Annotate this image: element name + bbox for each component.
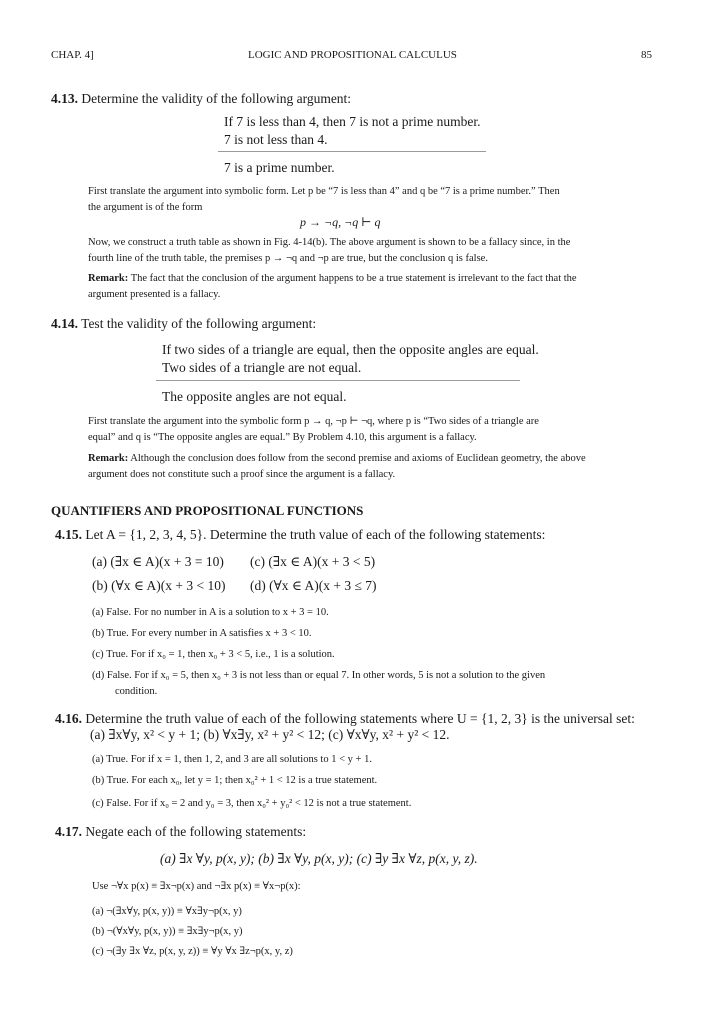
answer-c: (c) False. For if x₀ = 2 and y₀ = 3, then x₀² + y₀² < 12 is not a true statement. (92, 798, 412, 809)
problem-prompt: Determine the truth value of each of the following statements where U = {1, 2, 3} is the universal set: (85, 711, 635, 726)
symbolic-form: p → ¬q, ¬q ⊢ q (300, 215, 381, 229)
argument-divider (218, 151, 486, 152)
premise-1: If two sides of a triangle are equal, then the opposite angles are equal. (162, 342, 539, 357)
remark-text: The fact that the conclusion of the argument happens to be a true statement is irrelevant to the fact that the (130, 273, 577, 284)
answer-a: (a) ¬(∃x∀y, p(x, y)) ≡ ∀x∃y¬p(x, y) (92, 906, 242, 917)
section-title: QUANTIFIERS AND PROPOSITIONAL FUNCTIONS (51, 503, 364, 518)
statement-a: (a) (∃x ∈ A)(x + 3 = 10) (92, 554, 224, 569)
solution-line: equal” and q is “The opposite angles are equal.” By Problem 4.10, this argument is a fallacy. (88, 432, 477, 443)
problem-statements: (a) ∃x∀y, x² < y + 1; (b) ∀x∃y, x² + y² < 12; (c) ∀x∀y, x² + y² < 12. (90, 727, 450, 742)
statement-b: (b) (∀x ∈ A)(x + 3 < 10) (92, 578, 226, 593)
problem-4-16 (55, 711, 635, 727)
remark-text: argument does not constitute such a proof since the argument is a fallacy. (88, 469, 396, 480)
remark-label: Remark: (88, 453, 129, 464)
problem-prompt: Determine the validity of the following argument: (81, 91, 352, 106)
remark (88, 271, 577, 287)
statement-c: (c) (∃x ∈ A)(x + 3 < 5) (250, 554, 376, 569)
page-number: 85 (641, 49, 652, 61)
remark-text: Although the conclusion does follow from the second premise and axioms of Euclidean geometry, the above (130, 453, 586, 464)
problem-4-14 (51, 316, 316, 332)
answer-b: (b) True. For each x₀, let y = 1; then x₀² + 1 < 12 is a true statement. (92, 775, 378, 786)
argument-divider (156, 380, 520, 381)
remark-label: Remark: (88, 273, 129, 284)
problem-statements: (a) ∃x ∀y, p(x, y); (b) ∃x ∀y, p(x, y); (c) ∃y ∃x ∀z, p(x, y, z). (160, 851, 478, 866)
running-title: LOGIC AND PROPOSITIONAL CALCULUS (248, 49, 457, 61)
problem-prompt: Test the validity of the following argument: (81, 316, 317, 331)
problem-4-15 (55, 527, 545, 543)
answer-d: (d) False. For if x₀ = 5, then x₀ + 3 is not less than or equal 7. In other words, 5 is not a solution to the given (92, 670, 546, 681)
problem-number: 4.14. (51, 316, 78, 331)
remark (88, 451, 586, 467)
solution-line: the argument is of the form (88, 202, 203, 213)
premise-2: Two sides of a triangle are not equal. (162, 360, 362, 375)
answer-b: (b) ¬(∀x∀y, p(x, y)) ≡ ∃x∃y¬p(x, y) (92, 926, 243, 937)
answer-d-cont: condition. (115, 686, 158, 697)
answer-a: (a) True. For if x = 1, then 1, 2, and 3 are all solutions to 1 < y + 1. (92, 754, 372, 765)
chapter-label: CHAP. 4] (51, 49, 94, 61)
problem-prompt: Negate each of the following statements: (85, 824, 307, 839)
problem-4-17 (55, 824, 306, 840)
answer-b: (b) True. For every number in A satisfies x + 3 < 10. (92, 628, 312, 639)
solution-line: First translate the argument into symbolic form. Let p be “7 is less than 4” and q be “7 is a prime number.” Then (88, 186, 560, 197)
solution-line: fourth line of the truth table, the premises p → ¬q and ¬p are true, but the conclusion q is false. (88, 253, 488, 264)
answer-c: (c) ¬(∃y ∃x ∀z, p(x, y, z)) ≡ ∀y ∀x ∃z¬p(x, y, z) (92, 946, 293, 957)
solution-line: Now, we construct a truth table as shown in Fig. 4-14(b). The above argument is shown to be a fallacy since, in the (88, 237, 571, 248)
problem-prompt: Let A = {1, 2, 3, 4, 5}. Determine the truth value of each of the following statements: (85, 527, 546, 542)
remark-text: argument presented is a fallacy. (88, 289, 221, 300)
problem-number: 4.13. (51, 91, 78, 106)
answer-a: (a) False. For no number in A is a solution to x + 3 = 10. (92, 607, 329, 618)
statement-d: (d) (∀x ∈ A)(x + 3 ≤ 7) (250, 578, 377, 593)
premise-1: If 7 is less than 4, then 7 is not a prime number. (224, 114, 481, 129)
conclusion: 7 is a prime number. (224, 160, 335, 175)
problem-number: 4.17. (55, 824, 82, 839)
problem-number: 4.16. (55, 711, 82, 726)
answer-c: (c) True. For if x₀ = 1, then x₀ + 3 < 5, i.e., 1 is a solution. (92, 649, 335, 660)
negation-rule: Use ¬∀x p(x) ≡ ∃x¬p(x) and ¬∃x p(x) ≡ ∀x¬p(x): (92, 881, 301, 892)
conclusion: The opposite angles are not equal. (162, 389, 347, 404)
problem-4-13 (51, 91, 351, 107)
premise-2: 7 is not less than 4. (224, 132, 328, 147)
problem-number: 4.15. (55, 527, 82, 542)
solution-line: First translate the argument into the symbolic form p → q, ¬p ⊢ ¬q, where p is “Two sides of a triangle are (88, 416, 539, 427)
